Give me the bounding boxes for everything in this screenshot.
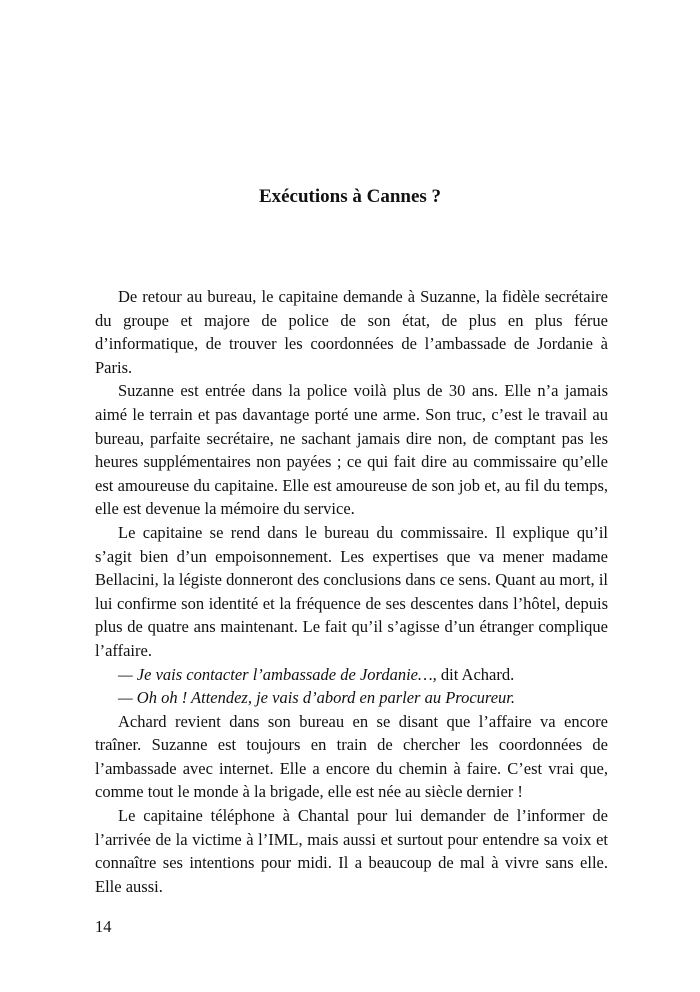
paragraph: De retour au bureau, le capitaine demande à Suzanne, la fidèle secrétaire du groupe et majore de police de son état, de plus en plus férue d’informatique, de trouver les coordonnées de l’ambassade de Jordanie à Paris. <box>95 287 608 377</box>
chapter-title: Exécutions à Cannes ? <box>258 186 442 207</box>
dialogue-line <box>95 663 608 687</box>
paragraph: Suzanne est entrée dans la police voilà plus de 30 ans. Elle n’a jamais aimé le terrain et pas davantage porté une arme. Son truc, c’est le travail au bureau, parfaite secrétaire, ne sachant jamais dire non, de comptant pas les heures supplémentaires non payées ; ce qui fait dire au commissaire qu’elle est amoureuse du capitaine. Elle est amoureuse de son job et, au fil du temps, elle est devenue la mémoire du service. <box>95 381 608 519</box>
paragraph: Le capitaine se rend dans le bureau du commissaire. Il explique qu’il s’agit bien d’un empoisonnement. Les expertises que va mener madame Bellacini, la légiste donneront des conclusions dans ce sens. Quant au mort, il lui confirme son identité et la fréquence de ses descentes dans l’hôtel, depuis plus de quatre ans maintenant. Le fait qu’il s’agisse d’un étranger complique l’affaire. <box>95 522 608 660</box>
page-number: 14 <box>95 917 112 936</box>
paragraph: Le capitaine téléphone à Chantal pour lui demander de l’informer de l’arrivée de la victime à l’IML, mais aussi et surtout pour entendre sa voix et connaître ses intentions pour midi. Il a beaucoup de mal à vivre sans elle. Elle aussi. <box>95 806 608 896</box>
dialogue-speech: — Oh oh ! Attendez, je vais d’abord en parler au Procureur. <box>118 688 516 708</box>
body-text <box>95 285 608 898</box>
dialogue-line <box>95 686 608 710</box>
dialogue-tag: dit Achard. <box>436 664 515 684</box>
paragraph: Achard revient dans son bureau en se disant que l’affaire va encore traîner. Suzanne est toujours en train de chercher les coordonnées de l’ambassade avec internet. Elle a encore du chemin à faire. C’est vrai que, comme tout le monde à la brigade, elle est née au siècle dernier ! <box>95 711 608 802</box>
dialogue-speech: — Je vais contacter l’ambassade de Jordanie…, <box>118 664 437 684</box>
